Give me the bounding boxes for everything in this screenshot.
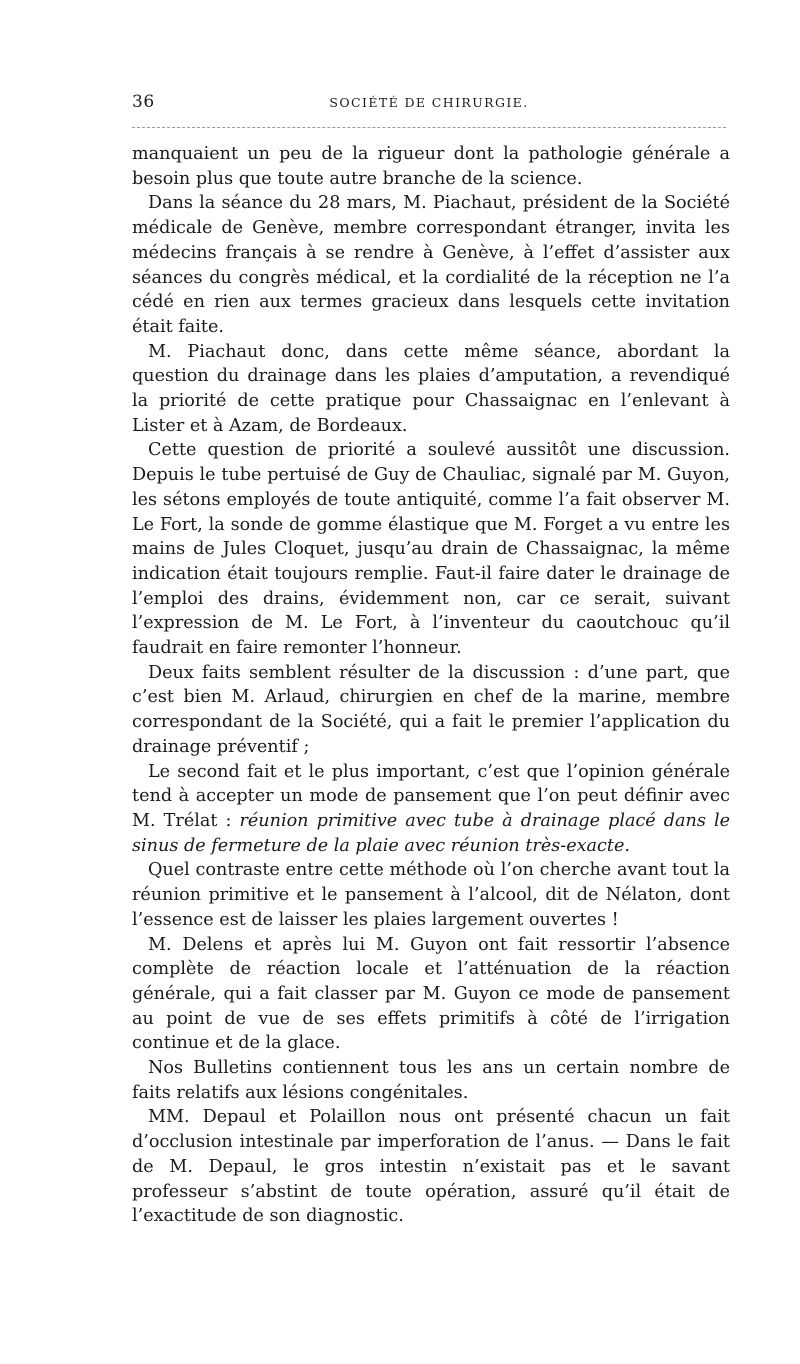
paragraph-continuation: manquaient un peu de la rigueur dont la pathologie générale a besoin plus que toute autre branche de la science.	[132, 144, 730, 189]
paragraph-second-fait	[132, 760, 730, 859]
header-rule	[132, 127, 726, 128]
page-number: 36	[132, 92, 155, 112]
second-fait-text: Le second fait et le plus important, c’est que l’opinion générale tend à accepter un mode de pansement que l’on peut définir avec M. Trélat :	[132, 761, 730, 831]
paragraph-deux-faits: Deux faits semblent résulter de la discussion : d’une part, que c’est bien M. Arlaud, chirurgien en chef de la marine, membre correspondant de la Société, qui a fait le premier l’application du drainage préventif ;	[132, 662, 730, 757]
definition-italic: réunion primitive avec tube à drainage placé dans le sinus de fermeture de la plaie avec réunion très-exacte.	[132, 810, 730, 856]
paragraph-discussion: Cette question de priorité a soulevé aussitôt une discussion. Depuis le tube pertuisé de Guy de Chauliac, signalé par M. Guyon, les sétons employés de toute antiquité, comme l’a fait observer M. Le Fort, la sonde de gomme élastique que M. Forget a vu entre les mains de Jules Cloquet, jusqu’au drain de Chassaignac, la même indication était toujours remplie. Faut-il faire dater le drainage de l’emploi des drains, évidemment non, car ce serait, suivant l’expression de M. Le Fort, à l’inventeur du caoutchouc qu’il faudrait en faire remonter l’honneur.	[132, 440, 730, 659]
paragraph-delens-guyon: M. Delens et après lui M. Guyon ont fait ressortir l’absence complète de réaction locale et l’atténuation de la réaction générale, qui a fait classer par M. Guyon ce mode de pansement au point de vue de ses effets primitifs à côté de l’irrigation continue et de la glace.	[132, 934, 730, 1054]
paragraph-contraste: Quel contraste entre cette méthode où l’on cherche avant tout la réunion primitive et le pansement à l’alcool, dit de Nélaton, dont l’essence est de laisser les plaies largement ouvertes !	[132, 860, 730, 930]
page-header	[132, 92, 726, 114]
paragraph-congres-geneve: Dans la séance du 28 mars, M. Piachaut, président de la Société médicale de Genève, membre correspondant étranger, invita les médecins français à se rendre à Genève, à l’effet d’assister aux séances du congrès médical, et la cordialité de la réception ne l’a cédé en rien aux termes gracieux dans lesquels cette invitation était faite.	[132, 193, 730, 337]
body-text	[132, 142, 730, 1229]
paragraph-bulletins: Nos Bulletins contiennent tous les ans un certain nombre de faits relatifs aux lésions congénitales.	[132, 1058, 730, 1103]
running-title: SOCIÉTÉ DE CHIRURGIE.	[329, 95, 529, 110]
paragraph-depaul-polaillon: MM. Depaul et Polaillon nous ont présenté chacun un fait d’occlusion intestinale par imperforation de l’anus. — Dans le fait de M. Depaul, le gros intestin n’existait pas et le savant professeur s’abstint de toute opération, assuré qu’il était de l’exactitude de son diagnostic.	[132, 1107, 730, 1227]
paragraph-drainage-priorite: M. Piachaut donc, dans cette même séance, abordant la question du drainage dans les plaies d’amputation, a revendiqué la priorité de cette pratique pour Chassaignac en l’enlevant à Lister et à Azam, de Bordeaux.	[132, 341, 730, 436]
